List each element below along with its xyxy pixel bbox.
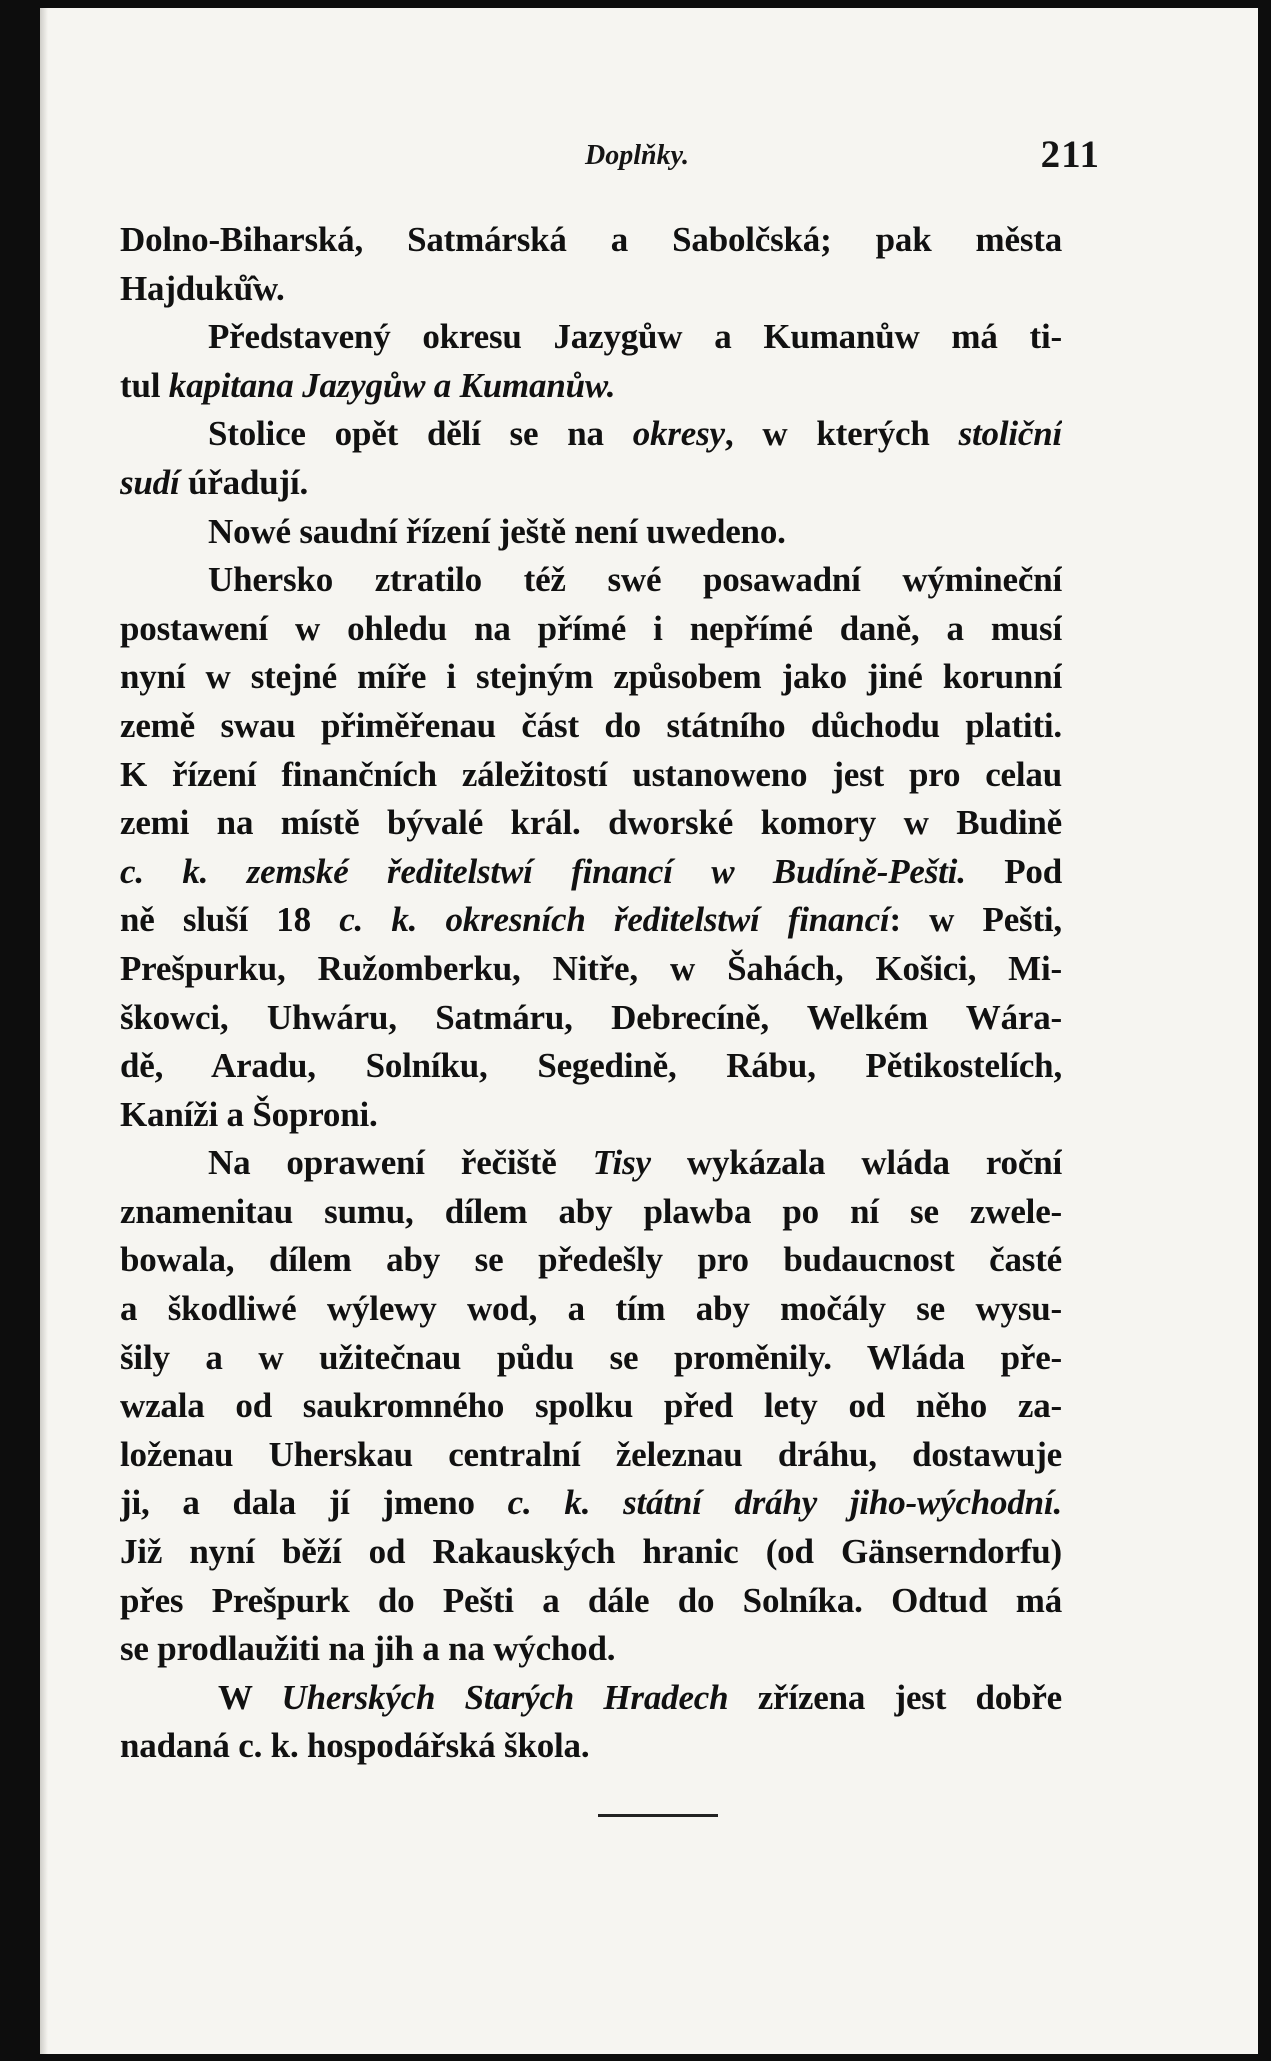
text-line: dě, Aradu, Solníku, Segedině, Rábu, Pětikostelích, [120, 1046, 1062, 1086]
paragraph-start: Stolice opět dělí se na okresy, w kterých stoliční [208, 414, 1062, 454]
text-line: postawení w ohledu na přímé i nepřímé daně, a musí [120, 608, 1062, 648]
text-line: a škodliwé wýlewy wod, a tím aby močály se wysu- [120, 1289, 1062, 1329]
text-line: bowala, dílem aby se předešly pro budaucnost časté [120, 1240, 1062, 1280]
text-line: škowci, Uhwáru, Satmáru, Debrecíně, Welkém Wára- [120, 997, 1062, 1037]
running-head [540, 126, 1190, 182]
paragraph-start: Na oprawení řečiště Tisy wykázala wláda roční [208, 1143, 1062, 1183]
body-text [120, 216, 1062, 1771]
text-line: tul kapitana Jazygůw a Kumanůw. [120, 365, 616, 405]
text-line: Prešpurku, Ružomberku, Nitře, w Šahách, Košici, Mi- [120, 948, 1062, 988]
paragraph-start: Uhersko ztratilo též swé posawadní wýmineční [208, 560, 1062, 600]
text-line: c. k. zemské ředitelstwí financí w Budíně-Pešti. Pod [120, 851, 1062, 891]
text-line: přes Prešpurk do Pešti a dále do Solníka. Odtud má [120, 1580, 1062, 1620]
text-line: znamenitau sumu, dílem aby plawba po ní se zwele- [120, 1191, 1062, 1231]
text-line: wzala od saukromného spolku před lety od něho za- [120, 1386, 1062, 1426]
text-line: loženau Uherskau centralní železnau dráhu, dostawuje [120, 1434, 1062, 1474]
text-line: Kaníži a Šoproni. [120, 1094, 378, 1134]
text-line: ji, a dala jí jmeno c. k. státní dráhy jiho-wýchodní. [120, 1483, 1062, 1523]
page-number: 211 [1040, 133, 1100, 176]
text-line: ně sluší 18 c. k. okresních ředitelstwí financí: w Pešti, [120, 900, 1062, 940]
text-line: K řízení finančních záležitostí ustanoweno jest pro celau [120, 754, 1062, 794]
text-line: Hajduků̂w. [120, 268, 285, 308]
text-line: šily a w užitečnau půdu se proměnily. Wláda pře- [120, 1337, 1062, 1377]
end-rule [598, 1814, 718, 1817]
text-line: zemi na místě bývalé král. dworské komory w Budině [120, 803, 1062, 843]
text-line: se prodlaužiti na jih a na wýchod. [120, 1629, 616, 1669]
paragraph-start: Představený okresu Jazygůw a Kumanůw má ti- [208, 317, 1062, 357]
running-head-title: Doplňky. [585, 140, 689, 171]
paragraph-start: W Uherských Starých Hradech zřízena jest dobře [218, 1677, 1062, 1717]
text-line: nyní w stejné míře i stejným způsobem jako jiné korunní [120, 657, 1062, 697]
book-page [40, 8, 1258, 2054]
text-line: Dolno-Biharská, Satmárská a Sabolčská; pak města [120, 220, 1062, 259]
text-line: nadaná c. k. hospodářská škola. [120, 1726, 590, 1766]
text-line: sudí úřadují. [120, 462, 309, 502]
paragraph-start: Nowé saudní řízení ještě není uwedeno. [208, 511, 786, 551]
text-line: země swau přiměřenau část do státního důchodu platiti. [120, 705, 1062, 745]
text-line: Již nyní běží od Rakauských hranic (od Gänserndorfu) [120, 1532, 1062, 1572]
